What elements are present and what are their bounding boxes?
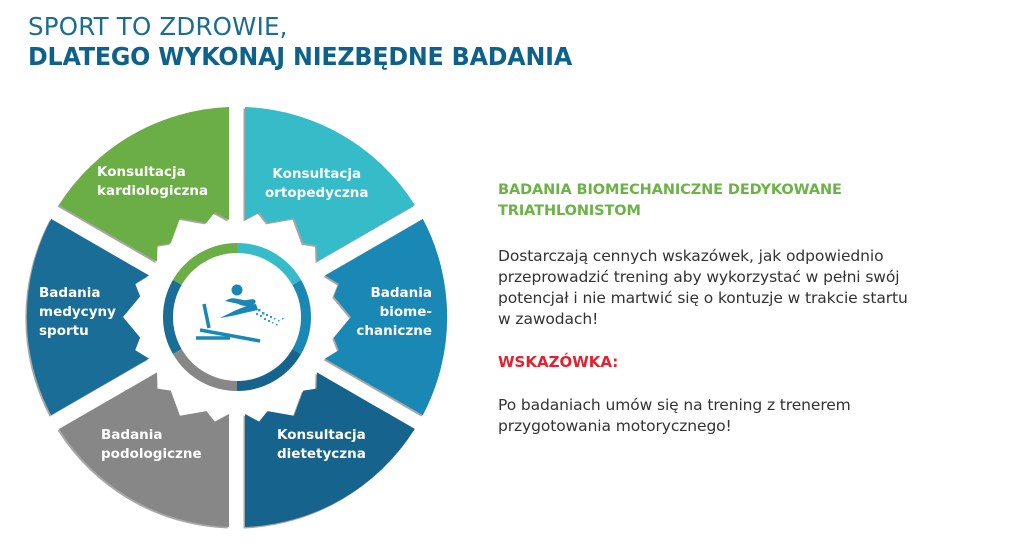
body-line: w zawodach!	[498, 310, 599, 328]
label-line: Konsultacja	[272, 166, 362, 182]
segment-label-diet	[277, 426, 366, 464]
tip-heading: WSKAZÓWKA:	[498, 353, 619, 371]
label-line: Konsultacja	[97, 164, 186, 180]
tip-body	[498, 395, 998, 437]
tip-line: przygotowania motorycznego!	[498, 417, 732, 435]
label-line: Konsultacja	[277, 427, 366, 443]
exam-wheel-diagram	[0, 0, 480, 544]
info-panel	[498, 180, 998, 437]
heading-line: TRIATHLONISTOM	[498, 203, 641, 219]
label-line: medycyny	[39, 304, 116, 320]
segment-label-biomech	[352, 284, 432, 341]
segment-label-podo	[101, 426, 202, 464]
label-line: chaniczne	[356, 323, 432, 339]
label-line: Badania	[370, 285, 432, 301]
label-line: dietetyczna	[277, 446, 366, 462]
section-body	[498, 246, 998, 330]
label-line: biome-	[379, 304, 432, 320]
segment-label-kardio	[97, 163, 208, 201]
label-line: ortopedyczna	[265, 185, 369, 201]
label-line: Badania	[101, 427, 163, 443]
label-line: sportu	[39, 323, 89, 339]
body-line: przeprowadzić trening aby wykorzystać w pełni swój	[498, 268, 900, 286]
heading-line: BADANIA BIOMECHANICZNE DEDYKOWANE	[498, 182, 842, 198]
label-line: kardiologiczna	[97, 183, 209, 199]
wheel-graphic	[0, 0, 480, 544]
section-heading	[498, 180, 998, 222]
tip-line: Po badaniach umów się na trening z trenerem	[498, 396, 851, 414]
label-line: podologiczne	[101, 446, 202, 462]
segment-label-orto	[265, 165, 369, 203]
title-line-1: SPORT TO ZDROWIE,	[28, 12, 288, 41]
body-line: Dostarczają cennych wskazówek, jak odpowiednio	[498, 247, 884, 265]
label-line: Badania	[39, 285, 101, 301]
segment-label-medsport	[39, 284, 116, 341]
title-line-2: DLATEGO WYKONAJ NIEZBĘDNE BADANIA	[28, 42, 573, 71]
body-line: potencjał i nie martwić się o kontuzje w trakcie startu	[498, 289, 908, 307]
